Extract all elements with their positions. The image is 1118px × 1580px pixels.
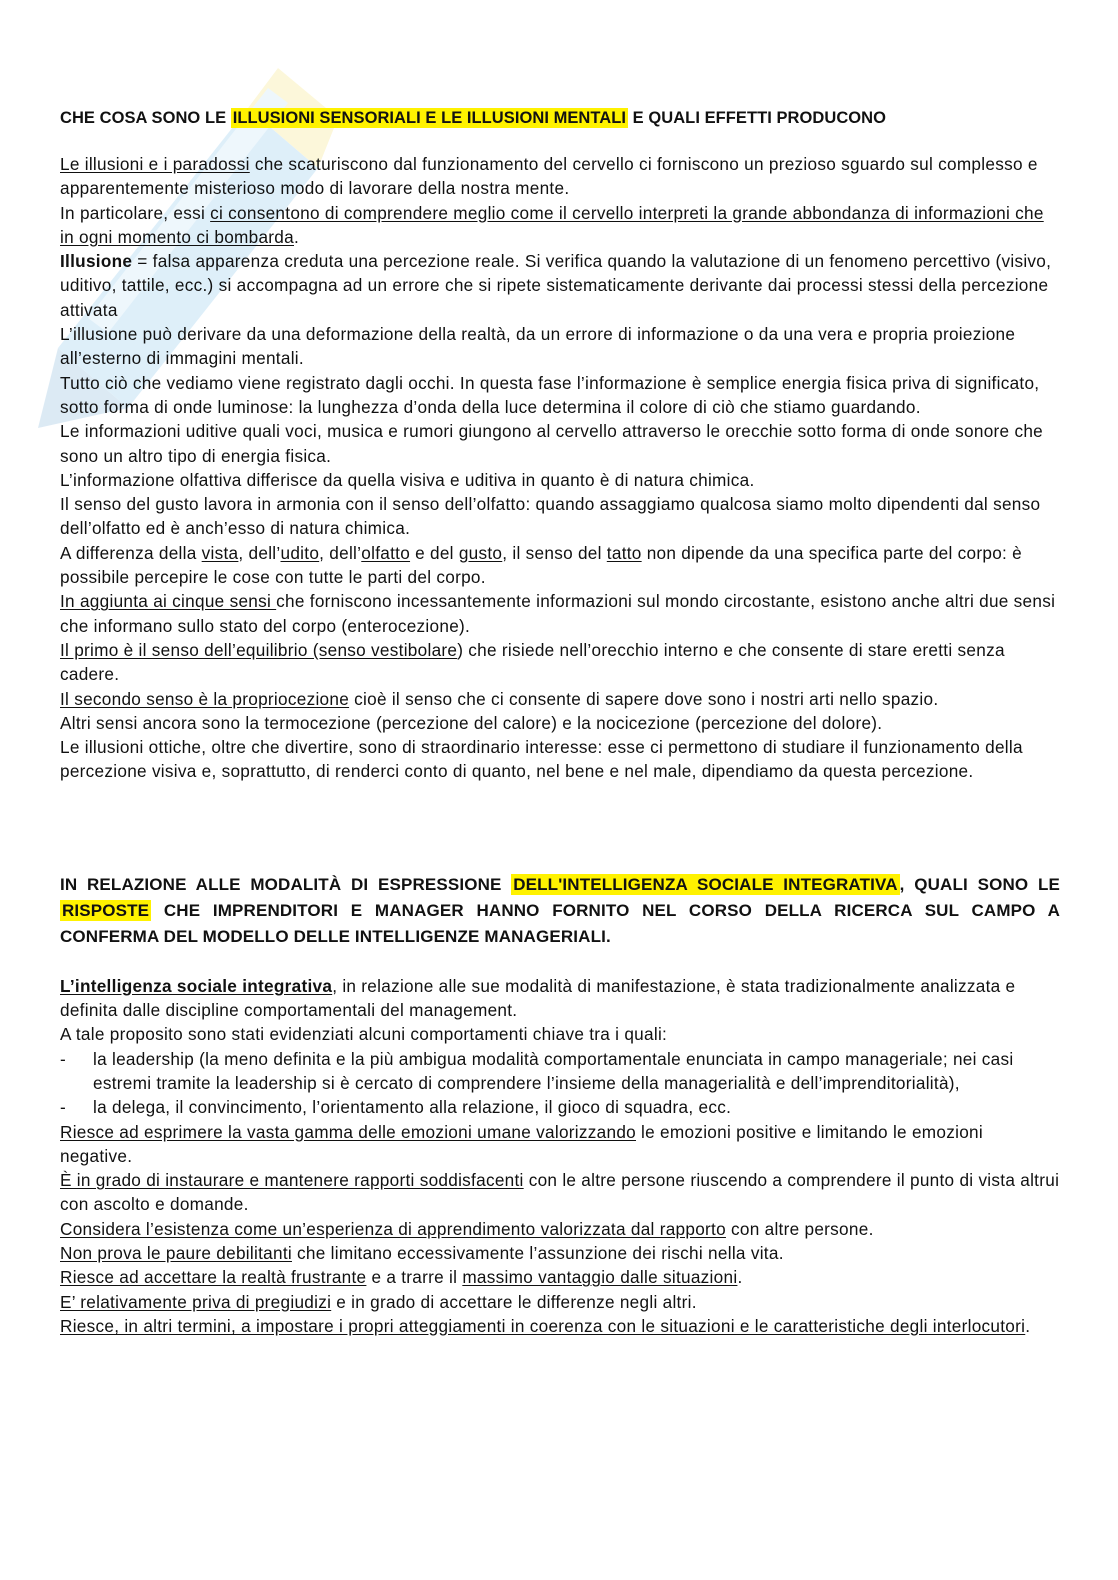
- paragraph: A differenza della vista, dell’udito, dell’olfatto e del gusto, il senso del tatto non dipende da una specifica parte del corpo: è possibile percepire le cose con tutte le parti del corpo.: [60, 542, 1023, 588]
- paragraph: Il senso del gusto lavora in armonia con il senso dell’olfatto: quando assaggiamo qualcosa siamo molto dipendenti dal senso dell’olfatto ed è anch’esso di natura chimica.: [60, 494, 1041, 539]
- paragraph: Le informazioni uditive quali voci, musica e rumori giungono al cervello attraverso le orecchie sotto forma di onde sonore che sono un altro tipo di energia fisica.: [60, 421, 1043, 466]
- heading-highlight: DELL'INTELLIGENZA SOCIALE INTEGRATIVA: [513, 874, 898, 894]
- paragraph: Le illusioni ottiche, oltre che divertire, sono di straordinario interesse: esse ci permettono di studiare il funzionamento della percezione visiva e, soprattutto, di renderci conto di quanto, nel bene e nel male, dipendiamo da questa percezione.: [60, 737, 1023, 782]
- paragraph: Riesce ad accettare la realtà frustrante e a trarre il massimo vantaggio dalle situazioni.: [60, 1267, 743, 1288]
- paragraph: Il secondo senso è la propriocezione cioè il senso che ci consente di sapere dove sono i nostri arti nello spazio.: [60, 688, 939, 709]
- section-2-heading: IN RELAZIONE ALLE MODALITÀ DI ESPRESSIONE DELL'INTELLIGENZA SOCIALE INTEGRATIVA , QUALI SONO LE RISPOSTE CHE IMPRENDITORI E MANAGER HANNO FORNITO NEL CORSO DELLA RICERCA SUL CAMPO A CONFERMA DEL MODELLO DELLE INTELLIGENZE MANAGERIALI.: [60, 874, 1060, 946]
- paragraph: Non prova le paure debilitanti che limitano eccessivamente l’assunzione dei rischi nella vita.: [60, 1242, 784, 1263]
- paragraph: Considera l’esistenza come un’esperienza di apprendimento valorizzata dal rapporto con altre persone.: [60, 1218, 874, 1239]
- paragraph: Le illusioni e i paradossi che scaturiscono dal funzionamento del cervello ci forniscono un prezioso sguardo sul complesso e apparentemente misterioso modo di lavorare della nostra mente.: [60, 154, 1038, 199]
- heading-text: E QUALI EFFETTI PRODUCONO: [628, 109, 887, 127]
- paragraph: In aggiunta ai cinque sensi che forniscono incessantemente informazioni sul mondo circostante, esistono anche altri due sensi che informano sullo stato del corpo (enterocezione).: [60, 591, 1056, 636]
- paragraph: L’intelligenza sociale integrativa, in relazione alle sue modalità di manifestazione, è stata tradizionalmente analizzata e definita dalle discipline comportamentali del management.: [60, 975, 1016, 1021]
- paragraph: È in grado di instaurare e mantenere rapporti soddisfacenti con le altre persone riuscendo a comprendere il punto di vista altrui con ascolto e domande.: [60, 1170, 1060, 1215]
- heading-text: CHE COSA SONO LE: [60, 109, 231, 127]
- paragraph: Riesce, in altri termini, a impostare i propri atteggiamenti in coerenza con le situazioni e le caratteristiche degli interlocutori.: [60, 1315, 1031, 1336]
- paragraph: E’ relativamente priva di pregiudizi e in grado di accettare le differenze negli altri.: [60, 1291, 697, 1312]
- paragraph: In particolare, essi ci consentono di comprendere meglio come il cervello interpreti la grande abbondanza di informazioni che in ogni momento ci bombarda.: [60, 202, 1044, 247]
- section-1-heading: [60, 108, 1060, 128]
- paragraph: A tale proposito sono stati evidenziati alcuni comportamenti chiave tra i quali:: [60, 1024, 668, 1045]
- definition-paragraph: Illusione = falsa apparenza creduta una percezione reale. Si verifica quando la valutazione di un fenomeno percettivo (visivo, uditivo, tattile, ecc.) si accompagna ad un errore che si ripete sistematicamente derivante dai processi stessi della percezione attivata: [60, 251, 1052, 320]
- paragraph: L’illusione può derivare da una deformazione della realtà, da un errore di informazione o da una vera e propria proiezione all’esterno di immagini mentali.: [60, 324, 1016, 369]
- paragraph: Altri sensi ancora sono la termocezione (percezione del calore) e la nocicezione (percezione del dolore).: [60, 712, 883, 733]
- document-page: [60, 108, 1060, 1338]
- paragraph: Tutto ciò che vediamo viene registrato dagli occhi. In questa fase l’informazione è semplice energia fisica priva di significato, sotto forma di onde luminose: la lunghezza d’onda della luce determina il colore di ciò che stiamo guardando.: [60, 372, 1040, 417]
- heading-highlight: ILLUSIONI SENSORIALI E LE ILLUSIONI MENTALI: [232, 109, 627, 127]
- paragraph: L’informazione olfattiva differisce da quella visiva e uditiva in quanto è di natura chimica.: [60, 469, 755, 490]
- paragraph: Riesce ad esprimere la vasta gamma delle emozioni umane valorizzando le emozioni positive e limitando le emozioni negative.: [60, 1121, 983, 1166]
- list-item: - la delega, il convincimento, l’orientamento alla relazione, il gioco di squadra, ecc.: [60, 1097, 732, 1118]
- list-item: - la leadership (la meno definita e la più ambigua modalità comportamentale enunciata in campo manageriale; nei casi estremi tramite la leadership si è cercato di comprendere l’insieme della managerialità e dell’imprenditorialità),: [60, 1048, 1014, 1093]
- section-gap: [60, 784, 1060, 872]
- paragraph: Il primo è il senso dell’equilibrio (senso vestibolare) che risiede nell’orecchio interno e che consente di stare eretti senza cadere.: [60, 639, 1005, 685]
- heading-highlight: RISPOSTE: [62, 900, 150, 920]
